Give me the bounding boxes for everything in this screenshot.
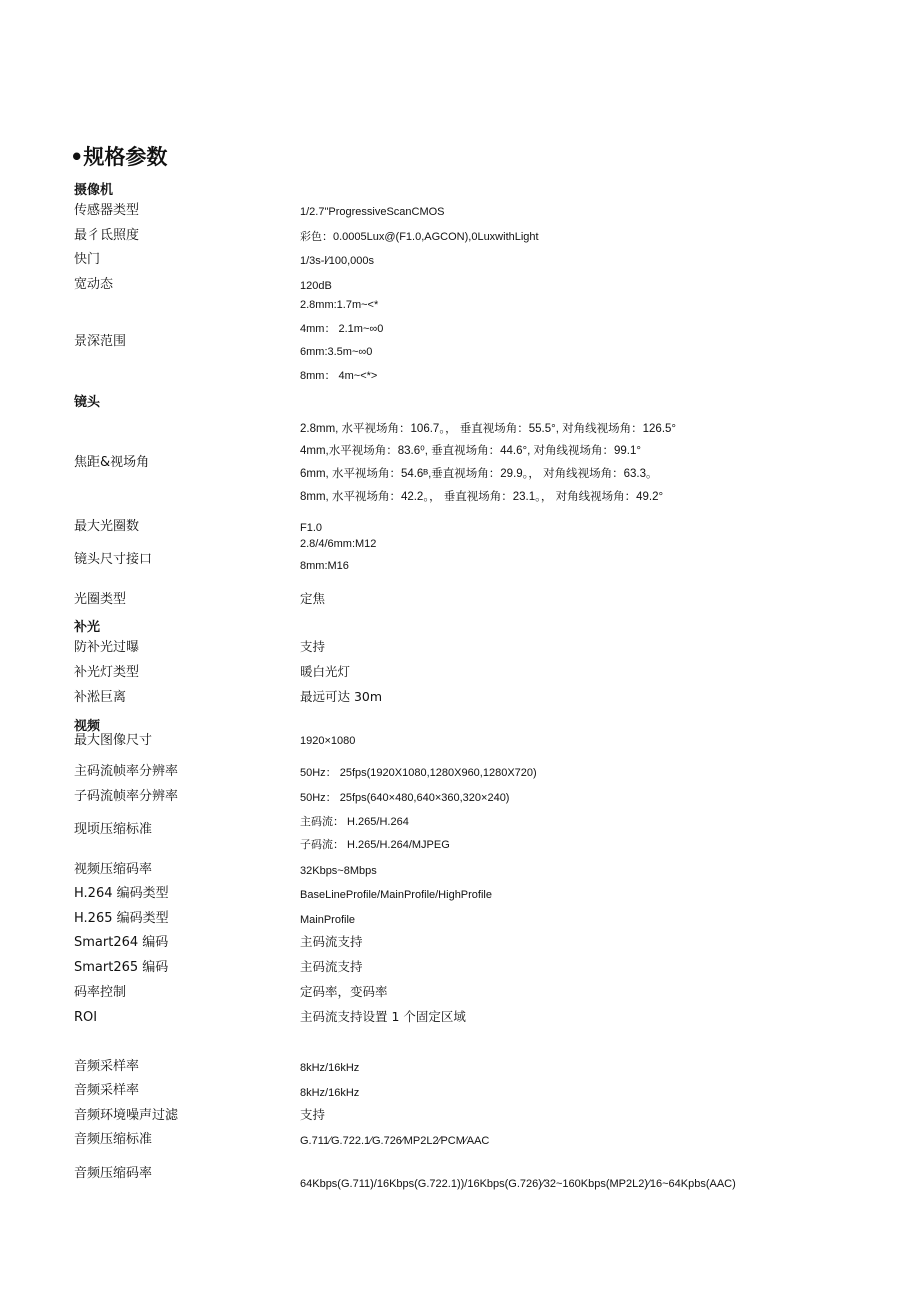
- label-focal-fov: 焦距&视场角: [74, 455, 150, 470]
- value-depth-of-field: 8mm： 4m~<*>: [300, 370, 378, 382]
- label-anti-overexposure: 防补光过曝: [74, 640, 140, 655]
- label-smart264: Smart264 编码: [74, 935, 169, 950]
- value-audio-bitrate: 64Kbps(G.711)/16Kbps(G.722.1))/16Kbps(G.726)∕32~160Kbps(MP2L2)∕16~64Kpbs(AAC): [300, 1178, 736, 1190]
- label-depth-of-field: 景深范围: [74, 334, 127, 349]
- label-max-aperture: 最大光圈数: [74, 519, 140, 534]
- value-shutter: 1/3s-l∕100,000s: [300, 255, 374, 267]
- label-roi: ROI: [74, 1010, 98, 1025]
- value-rate-control: 定码率，变码率: [300, 984, 388, 999]
- section-heading-camera: 摄像机: [74, 183, 114, 198]
- value-audio-sample-rate: 8kHz/16kHz: [300, 1062, 360, 1074]
- value-smart264: 主码流支持: [300, 934, 363, 949]
- value-sensor-type: 1/2.7"ProgressiveScanCMOS: [300, 206, 445, 218]
- value-focal-fov: 6mm, 水平视场角：54.6ᴮ,垂直视场角：29.9。， 对角线视场角：63.3。: [300, 468, 658, 480]
- value-noise-filter: 支持: [300, 1107, 326, 1122]
- value-anti-overexposure: 支持: [300, 639, 326, 654]
- value-light-range: 最远可达 30m: [300, 689, 383, 704]
- value-max-resolution: 1920×1080: [300, 735, 356, 747]
- section-heading-lens: 镜头: [74, 395, 101, 410]
- value-sub-stream-fps: 50Hz： 25fps(640×480,640×360,320×240): [300, 792, 510, 804]
- value-light-type: 暖白光灯: [300, 664, 351, 679]
- label-lens-mount: 镜头尺寸接口: [74, 552, 153, 567]
- label-sub-stream-fps: 子码流帧率分辨率: [74, 789, 179, 804]
- value-focal-fov: 8mm, 水平视场角：42.2。， 垂直视场角：23.1。， 对角线视场角：49.2°: [300, 491, 664, 503]
- value-h265-profile: MainProfile: [300, 914, 356, 926]
- label-video-compression: 现顷压缩标准: [74, 822, 153, 837]
- label-h265-profile: H.265 编码类型: [74, 911, 169, 926]
- label-video-bitrate: 视频压缩码率: [74, 862, 153, 877]
- value-min-illumination: 彩色：0.0005Lux@(F1.0,AGCON),0LuxwithLight: [300, 231, 539, 243]
- value-focal-fov: 4mm,水平视场角：83.6⁰, 垂直视场角：44.6°, 对角线视场角：99.1°: [300, 445, 641, 457]
- label-shutter: 快门: [74, 252, 101, 267]
- value-lens-mount: 2.8/4/6mm:M12: [300, 538, 377, 550]
- label-max-resolution: 最大图像尺寸: [74, 733, 153, 748]
- value-focal-fov: 2.8mm, 水平视场角：106.7。， 垂直视场角：55.5°, 对角线视场角：126.5°: [300, 423, 677, 435]
- label-min-illumination: 最彳氐照度: [74, 228, 140, 243]
- value-depth-of-field: 2.8mm:1.7m~<*: [300, 299, 379, 311]
- label-audio-sample-rate-2: 音频采样率: [74, 1083, 140, 1098]
- value-max-aperture: F1.0: [300, 522, 323, 534]
- value-depth-of-field: 4mm： 2.1m~∞0: [300, 323, 384, 335]
- value-video-bitrate: 32Kbps~8Mbps: [300, 865, 377, 877]
- label-smart265: Smart265 编码: [74, 960, 169, 975]
- value-iris-type: 定焦: [300, 591, 326, 606]
- page-title: •规格参数: [70, 145, 168, 169]
- label-noise-filter: 音频环境噪声过滤: [74, 1108, 179, 1123]
- label-light-range: 补淞巨离: [74, 690, 127, 705]
- value-wdr: 120dB: [300, 280, 332, 292]
- value-roi: 主码流支持设置 1 个固定区域: [300, 1009, 466, 1024]
- label-light-type: 补光灯类型: [74, 665, 140, 680]
- value-depth-of-field: 6mm:3.5m~∞0: [300, 346, 373, 358]
- value-video-compression: 主码流： H.265/H.264: [300, 816, 409, 828]
- label-wdr: 宽动态: [74, 277, 114, 292]
- label-h264-profile: H.264 编码类型: [74, 886, 169, 901]
- value-video-compression: 子码流： H.265/H.264/MJPEG: [300, 839, 450, 851]
- label-sensor-type: 传感器类型: [74, 203, 140, 218]
- label-iris-type: 光圈类型: [74, 592, 127, 607]
- value-smart265: 主码流支持: [300, 959, 363, 974]
- value-main-stream-fps: 50Hz： 25fps(1920X1080,1280X960,1280X720): [300, 767, 537, 779]
- label-audio-sample-rate: 音频采样率: [74, 1059, 140, 1074]
- label-audio-compression: 音频压缩标准: [74, 1132, 153, 1147]
- section-heading-video: 视频: [74, 719, 101, 734]
- label-main-stream-fps: 主码流帧率分辨率: [74, 764, 179, 779]
- value-audio-compression: G.711∕G.722.1∕G.726∕MP2L2∕PCM∕AAC: [300, 1135, 490, 1147]
- value-lens-mount: 8mm:M16: [300, 560, 349, 572]
- label-rate-control: 码率控制: [74, 985, 127, 1000]
- value-h264-profile: BaseLineProfile/MainProfile/HighProfile: [300, 889, 492, 901]
- section-heading-fill-light: 补光: [74, 620, 101, 635]
- label-audio-bitrate: 音频压缩码率: [74, 1166, 153, 1181]
- value-audio-sample-rate-2: 8kHz/16kHz: [300, 1087, 360, 1099]
